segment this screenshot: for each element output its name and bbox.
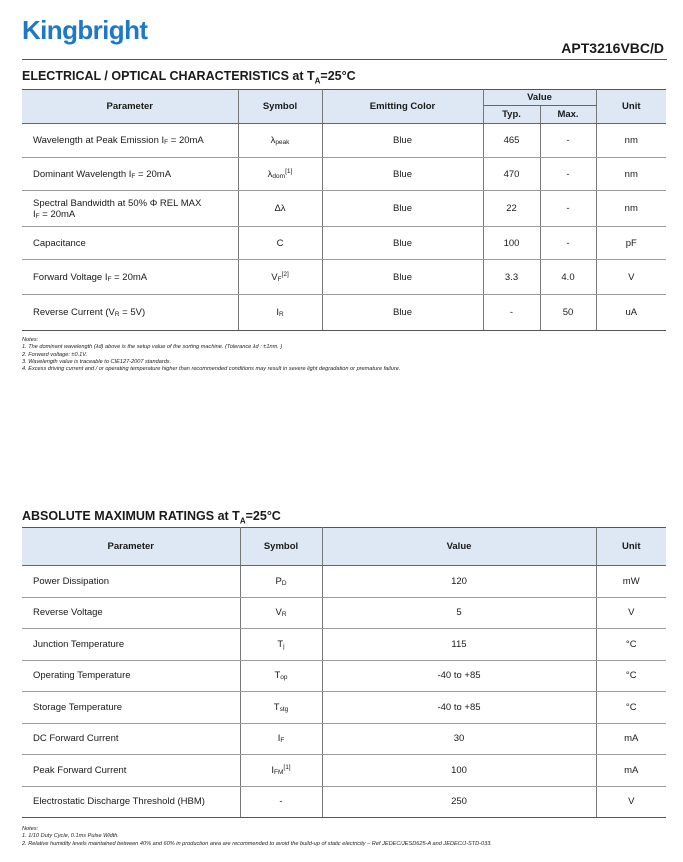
cell-unit: V [596,260,666,295]
cell-symbol [240,723,322,755]
col-header-symbol: Symbol [240,528,322,566]
cell-value: 115 [322,629,596,661]
table-row [22,227,666,260]
cell-parameter: Junction Temperature [22,629,240,661]
parameter-subscript: R [114,311,120,318]
table-row [22,660,666,692]
absolute-table [22,527,666,818]
symbol-text: T [277,638,284,650]
cell-typ: 470 [483,158,540,191]
symbol-note-ref: [1] [285,168,293,175]
note-line: 4. Excess driving current and / or operating temperature higher than recommended conditions may result in severe light degradation or premature failure. [22,366,401,373]
table-row [22,786,666,818]
cell-parameter: Storage Temperature [22,692,240,724]
parameter-condition: = 20mA [135,168,172,180]
symbol-subscript: j [283,642,285,650]
cell-unit: mA [596,723,666,755]
cell-parameter: DC Forward Current [22,723,240,755]
parameter-line [33,307,232,318]
note-line: 2. Forward voltage: ±0.1V. [22,351,88,358]
cell-unit: nm [596,124,666,158]
cell-value: -40 to +85 [322,692,596,724]
note-line: 1. 1/10 Duty Cycle, 0.1ms Pulse Width. [22,833,119,840]
symbol-text: I [276,307,279,318]
cell-parameter [22,158,238,191]
symbol-text: T [273,701,280,713]
header-divider [22,59,667,60]
table-row [22,692,666,724]
symbol-text: - [279,796,283,808]
cell-value: -40 to +85 [322,660,596,692]
cell-unit: nm [596,191,666,227]
cell-value: 5 [322,597,596,629]
cell-max: 50 [540,295,596,331]
cell-symbol [238,158,322,191]
table-row [22,295,666,331]
electrical-section-title: ELECTRICAL / OPTICAL CHARACTERISTICS at $T_A=25^\circ C$ [22,69,356,86]
cell-parameter [22,191,238,227]
symbol-text: V [275,607,282,619]
table-row [22,124,666,158]
note-line: 1. The dominant wavelength (λd) above is the setup value of the sorting machine. (Tolerance λd : ±1nm. ) [22,344,283,351]
note-line: Notes: [22,826,39,832]
cell-typ: 465 [483,124,540,158]
parameter-line [33,238,232,249]
symbol-subscript: R [278,311,284,318]
cell-parameter: Operating Temperature [22,660,240,692]
cell-parameter [22,295,238,331]
parameter-text: Spectral Bandwidth at 50% Φ REL MAX [33,197,202,209]
electrical-notes [22,337,400,373]
absolute-notes [22,826,492,848]
cell-parameter [22,124,238,158]
table-row [22,191,666,227]
table-row [22,260,666,295]
note-line: 2. Relative humidity levels maintained between 40% and 60% in production area are recommended to avoid the build-up of static electricity – Ref JEDEC/JESD625-A and JEDEC/J-STD-033. [22,840,492,847]
cell-unit: pF [596,227,666,260]
electrical-table [22,89,666,331]
symbol-text: P [275,575,282,587]
cell-value: 120 [322,566,596,598]
symbol-subscript: peak [275,139,290,146]
symbol-subscript: stg [279,705,289,713]
symbol-text: I [277,733,281,745]
cell-emitting-color: Blue [322,158,483,191]
parameter-line [33,169,232,180]
cell-symbol [240,629,322,661]
symbol-text: I [271,765,274,777]
symbol-text: T [274,670,281,682]
cell-parameter: Reverse Voltage [22,597,240,629]
cell-parameter: Peak Forward Current [22,755,240,787]
col-header-emitting-color: Emitting Color [322,90,483,124]
symbol-subscript: FM [274,769,284,777]
parameter-text: I [33,208,36,220]
cell-typ: 3.3 [483,260,540,295]
note-line: Notes: [22,337,39,343]
cell-emitting-color: Blue [322,295,483,331]
parameter-line [33,135,232,146]
cell-symbol [238,295,322,331]
cell-symbol [240,566,322,598]
symbol-subscript: dom [272,173,286,180]
parameter-subscript: F [107,275,112,283]
cell-unit: °C [596,692,666,724]
col-header-unit: Unit [596,90,666,124]
cell-symbol [238,191,322,227]
cell-symbol [240,786,322,818]
cell-unit: mW [596,566,666,598]
cell-emitting-color: Blue [322,191,483,227]
col-header-max: Max. [540,106,596,124]
parameter-text: Reverse Current (V [33,307,115,318]
table-row [22,158,666,191]
note-line: 3. Wavelength value is traceable to CIE127-2007 standards. [22,358,172,365]
symbol-note-ref: [1] [283,764,291,772]
cell-symbol [240,597,322,629]
cell-symbol [240,692,322,724]
parameter-condition: = 20mA [168,135,204,146]
cell-parameter [22,260,238,295]
cell-value: 250 [322,786,596,818]
symbol-subscript: op [280,674,288,682]
cell-symbol [238,124,322,158]
symbol-subscript: F [277,276,282,283]
table-row [22,597,666,629]
cell-symbol [238,227,322,260]
table-row [22,566,666,598]
cell-max: - [540,191,596,227]
cell-parameter: Electrostatic Discharge Threshold (HBM) [22,786,240,818]
symbol-subscript: R [281,611,287,619]
symbol-text: C [276,237,284,249]
parameter-text: Capacitance [33,237,86,249]
cell-emitting-color: Blue [322,124,483,158]
company-logo: Kingbright [22,15,148,45]
cell-parameter: Power Dissipation [22,566,240,598]
parameter-line [33,209,232,220]
cell-value: 100 [322,755,596,787]
cell-value: 30 [322,723,596,755]
parameter-subscript: F [164,139,169,146]
parameter-subscript: F [131,172,136,180]
col-header-value: Value [483,90,596,106]
parameter-text: Dominant Wavelength I [33,168,132,180]
parameter-line [33,272,232,283]
cell-typ: 100 [483,227,540,260]
symbol-note-ref: [2] [281,271,289,278]
cell-typ: 22 [483,191,540,227]
cell-symbol [240,660,322,692]
symbol-text: V [271,272,278,283]
col-header-typ: Typ. [483,106,540,124]
cell-unit: mA [596,755,666,787]
table-row [22,755,666,787]
cell-symbol [240,755,322,787]
cell-typ: - [483,295,540,331]
parameter-line [33,198,232,209]
cell-emitting-color: Blue [322,260,483,295]
absolute-section-title: ABSOLUTE MAXIMUM RATINGS at $T_A=25^\circ C$ [22,509,281,526]
cell-unit: nm [596,158,666,191]
cell-parameter [22,227,238,260]
symbol-text: λ [270,135,276,146]
col-header-symbol: Symbol [238,90,322,124]
cell-max: - [540,227,596,260]
symbol-subscript: D [281,579,287,587]
parameter-condition: = 20mA [111,271,148,283]
cell-unit: V [596,786,666,818]
cell-unit: °C [596,629,666,661]
parameter-condition: = 20mA [39,208,76,220]
cell-max: - [540,124,596,158]
cell-max: 4.0 [540,260,596,295]
col-header-parameter: Parameter [22,528,240,566]
col-header-value: Value [322,528,596,566]
part-number: APT3216VBC/D [561,40,664,56]
cell-unit: V [596,597,666,629]
symbol-subscript: F [280,737,285,745]
table-row [22,723,666,755]
col-header-unit: Unit [596,528,666,566]
parameter-text: Wavelength at Peak Emission I [33,135,165,146]
cell-unit: °C [596,660,666,692]
cell-max: - [540,158,596,191]
parameter-subscript: F [35,212,40,220]
cell-symbol [238,260,322,295]
cell-unit: uA [596,295,666,331]
cell-emitting-color: Blue [322,227,483,260]
symbol-text: Δλ [274,203,286,214]
col-header-parameter: Parameter [22,90,238,124]
symbol-text: λ [267,169,273,180]
parameter-condition: = 5V) [119,307,146,318]
parameter-text: Forward Voltage I [33,271,108,283]
table-row [22,629,666,661]
